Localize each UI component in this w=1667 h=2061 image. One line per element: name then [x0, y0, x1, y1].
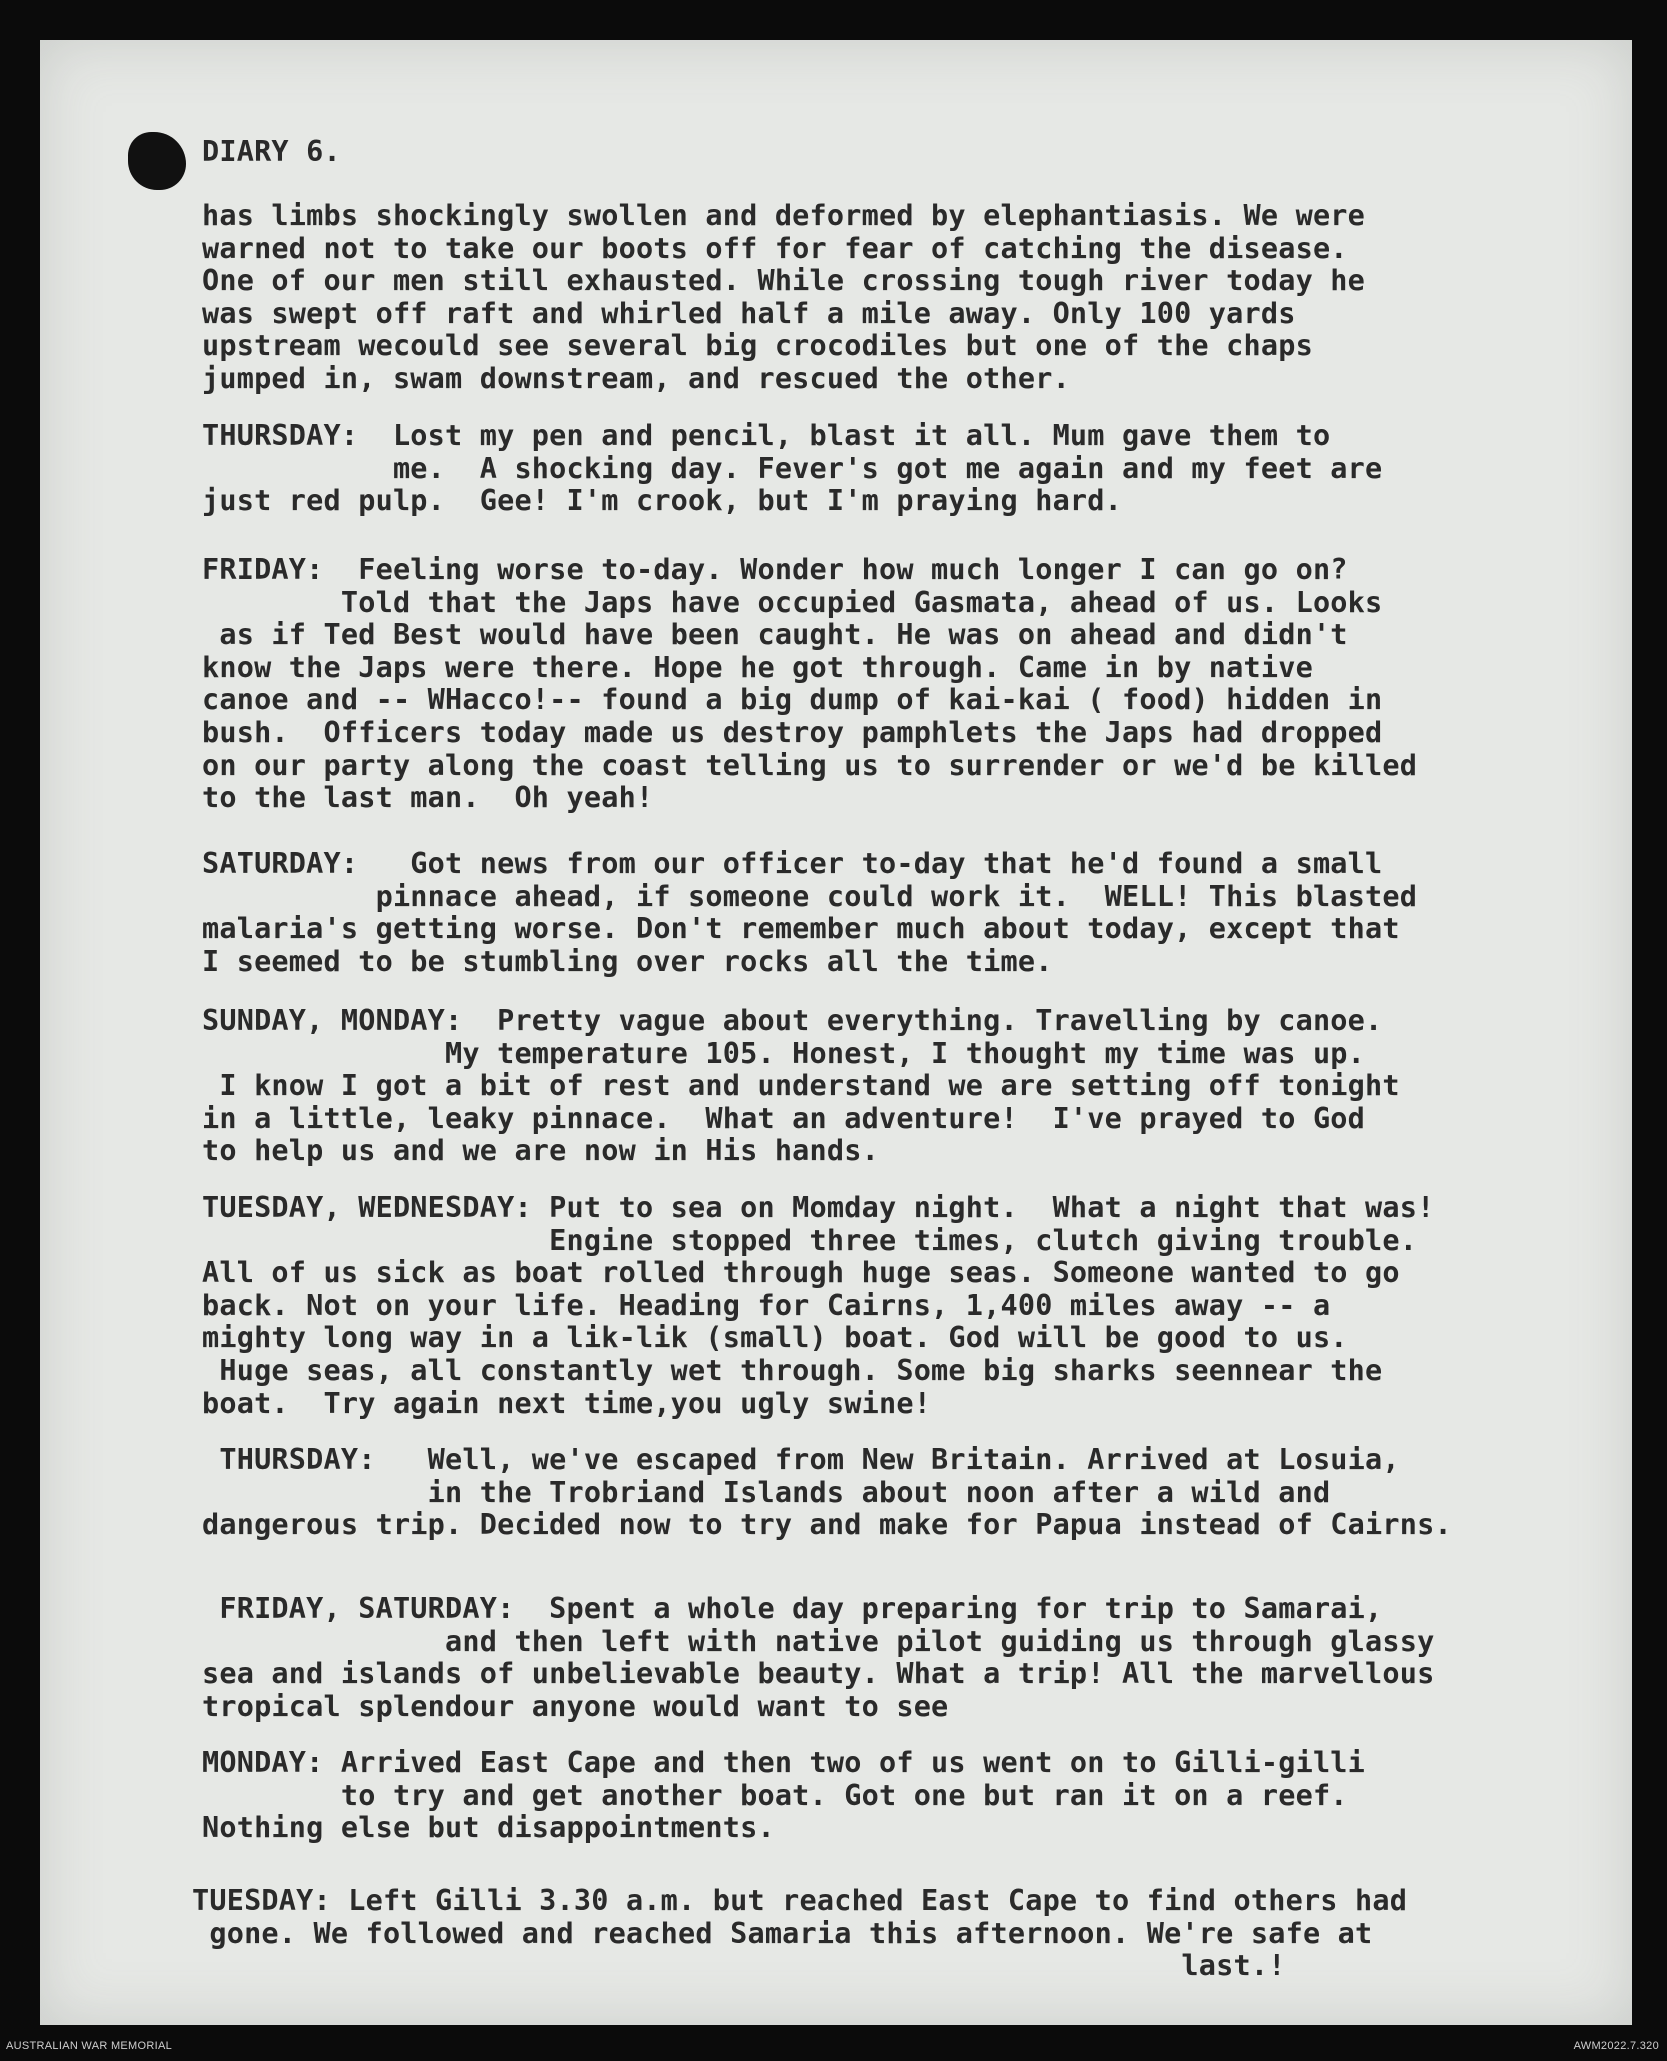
- text-line: last.!: [192, 1949, 1286, 1983]
- diary-entry-monday: [202, 1747, 1365, 1845]
- diary-entry-tuesday-wednesday: [202, 1192, 1434, 1420]
- diary-entry-friday-saturday: [202, 1593, 1434, 1723]
- text-line: dangerous trip. Decided now to try and make for Papua instead of Cairns.: [202, 1508, 1452, 1542]
- text-line: tropical splendour anyone would want to see: [202, 1689, 949, 1723]
- text-line: canoe and -- WHacco!-- found a big dump of kai-kai ( food) hidden in: [202, 683, 1383, 717]
- text-line: malaria's getting worse. Don't remember much about today, except that: [202, 912, 1400, 946]
- text-line: Nothing else but disappointments.: [202, 1811, 775, 1845]
- text-line: in a little, leaky pinnace. What an adventure! I've prayed to God: [202, 1101, 1366, 1135]
- text-line: FRIDAY: Feeling worse to-day. Wonder how much longer I can go on?: [202, 553, 1348, 586]
- text-line: to help us and we are now in His hands.: [202, 1134, 879, 1168]
- text-line: has limbs shockingly swollen and deformed by elephantiasis. We were: [202, 199, 1366, 232]
- opening-paragraph: [202, 200, 1365, 396]
- text-line: just red pulp. Gee! I'm crook, but I'm praying hard.: [202, 484, 1122, 518]
- text-line: back. Not on your life. Heading for Cairns, 1,400 miles away -- a: [202, 1288, 1331, 1322]
- text-line: THURSDAY: Lost my pen and pencil, blast it all. Mum gave them to: [202, 419, 1331, 452]
- text-line: Huge seas, all constantly wet through. Some big sharks seennear the: [202, 1353, 1383, 1387]
- text-line: MONDAY: Arrived East Cape and then two of us went on to Gilli-gilli: [202, 1746, 1366, 1779]
- page-header: DIARY 6.: [202, 135, 341, 168]
- document-page: [40, 40, 1632, 2025]
- text-line: was swept off raft and whirled half a mile away. Only 100 yards: [202, 296, 1296, 330]
- text-line: FRIDAY, SATURDAY: Spent a whole day preparing for trip to Samarai,: [202, 1592, 1383, 1625]
- diary-entry-sunday-monday: [202, 1005, 1400, 1168]
- diary-entry-friday-1: [202, 554, 1417, 815]
- text-line: TUESDAY, WEDNESDAY: Put to sea on Momday night. What a night that was!: [202, 1191, 1435, 1224]
- diary-entry-tuesday: [192, 1885, 1407, 1983]
- diary-entry-thursday-2: [202, 1444, 1452, 1542]
- text-line: Engine stopped three times, clutch giving trouble.: [202, 1223, 1418, 1257]
- institution-label: AUSTRALIAN WAR MEMORIAL: [6, 2040, 173, 2052]
- text-line: in the Trobriand Islands about noon after a wild and: [202, 1475, 1331, 1509]
- text-line: I know I got a bit of rest and understand we are setting off tonight: [202, 1069, 1400, 1103]
- text-line: and then left with native pilot guiding us through glassy: [202, 1624, 1435, 1658]
- text-line: upstream wecould see several big crocodiles but one of the chaps: [202, 329, 1313, 363]
- text-line: All of us sick as boat rolled through huge seas. Someone wanted to go: [202, 1256, 1400, 1290]
- text-line: boat. Try again next time,you ugly swine!: [202, 1386, 932, 1420]
- text-line: TUESDAY: Left Gilli 3.30 a.m. but reached East Cape to find others had: [192, 1884, 1408, 1917]
- text-line: One of our men still exhausted. While crossing tough river today he: [202, 264, 1366, 298]
- text-line: SATURDAY: Got news from our officer to-day that he'd found a small: [202, 847, 1383, 880]
- text-line: I seemed to be stumbling over rocks all the time.: [202, 944, 1053, 978]
- text-line: on our party along the coast telling us to surrender or we'd be killed: [202, 748, 1418, 782]
- text-line: Told that the Japs have occupied Gasmata, ahead of us. Looks: [202, 585, 1383, 619]
- text-line: to try and get another boat. Got one but ran it on a reef.: [202, 1778, 1348, 1812]
- diary-entry-thursday-1: [202, 420, 1382, 518]
- text-line: bush. Officers today made us destroy pamphlets the Japs had dropped: [202, 715, 1383, 749]
- punch-hole: [128, 132, 186, 190]
- text-line: warned not to take our boots off for fear of catching the disease.: [202, 231, 1348, 265]
- text-line: THURSDAY: Well, we've escaped from New Britain. Arrived at Losuia,: [202, 1443, 1400, 1476]
- reference-number: AWM2022.7.320: [1573, 2040, 1659, 2052]
- diary-entry-saturday-1: [202, 848, 1417, 978]
- text-line: to the last man. Oh yeah!: [202, 781, 654, 815]
- text-line: gone. We followed and reached Samaria this afternoon. We're safe at: [192, 1916, 1373, 1950]
- text-line: SUNDAY, MONDAY: Pretty vague about everything. Travelling by canoe.: [202, 1004, 1383, 1037]
- text-line: My temperature 105. Honest, I thought my time was up.: [202, 1036, 1366, 1070]
- text-line: as if Ted Best would have been caught. He was on ahead and didn't: [202, 618, 1348, 652]
- text-line: pinnace ahead, if someone could work it. WELL! This blasted: [202, 879, 1418, 913]
- text-line: sea and islands of unbelievable beauty. What a trip! All the marvellous: [202, 1657, 1435, 1691]
- text-line: know the Japs were there. Hope he got through. Came in by native: [202, 650, 1313, 684]
- text-line: jumped in, swam downstream, and rescued the other.: [202, 361, 1070, 395]
- text-line: mighty long way in a lik-lik (small) boat. God will be good to us.: [202, 1321, 1348, 1355]
- text-line: me. A shocking day. Fever's got me again and my feet are: [202, 451, 1383, 485]
